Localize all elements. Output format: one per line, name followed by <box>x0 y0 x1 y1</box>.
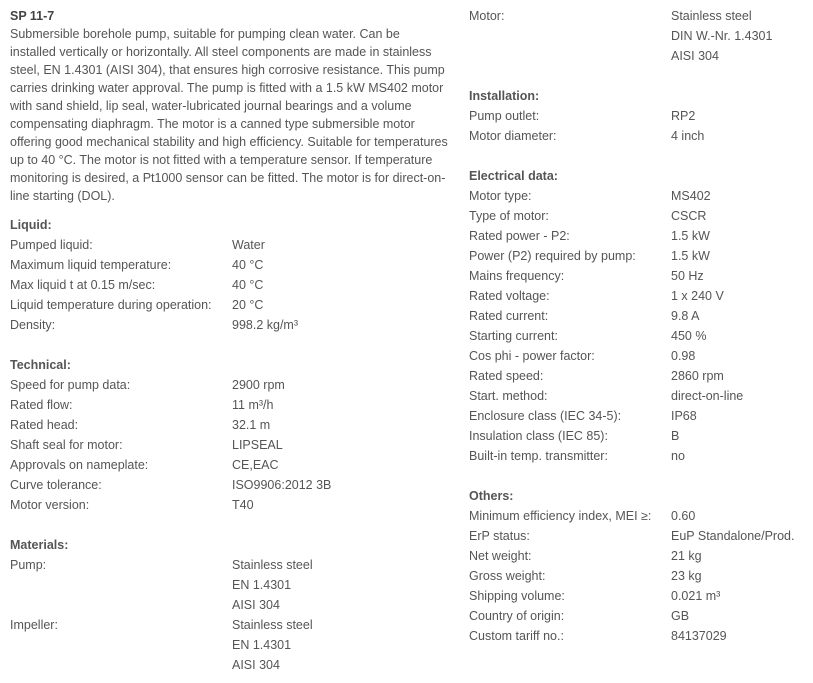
spec-value-line: Stainless steel <box>671 9 752 23</box>
spec-value-line: Stainless steel <box>232 618 313 632</box>
spec-value: ISO9906:2012 3B <box>232 478 332 492</box>
spec-value: 450 % <box>671 329 707 343</box>
product-description: Submersible borehole pump, suitable for pumping clean water. Can be installed vertically or horizontally. All steel components are made in stainless steel, EN 1.4301 (AISI 304), that ensures high corrosive resistance. This pump carries drinking water approval. The pump is fitted with a 1.5 kW MS402 motor with sand shield, lip seal, water-lubricated journal bearings and a volume compensating diaphragm. The motor is a canned type submersible motor offering good mechanical stability and high efficiency. Suitable for temperatures up to 40 °C. The motor is not fitted with a temperature sensor. If temperature monitoring is desired, a Pt1000 sensor can be fitted. The motor is for direct-on-line starting (DOL). <box>10 27 448 203</box>
spec-value: 998.2 kg/m³ <box>232 318 299 332</box>
spec-row <box>10 235 450 255</box>
liquid-section-title: Liquid: <box>10 218 52 232</box>
spec-label: Insulation class (IEC 85): <box>469 429 608 443</box>
spec-row <box>469 306 809 326</box>
spec-value: GB <box>671 609 690 623</box>
spec-value: IP68 <box>671 409 697 423</box>
spec-value: 0.60 <box>671 509 696 523</box>
spec-label: Custom tariff no.: <box>469 629 564 643</box>
spec-row <box>469 546 809 566</box>
spec-value-line: DIN W.-Nr. 1.4301 <box>671 29 773 43</box>
spec-label: Rated voltage: <box>469 289 550 303</box>
spec-value-line: EN 1.4301 <box>232 638 292 652</box>
spec-row <box>469 206 809 226</box>
spec-label: Impeller: <box>10 618 58 632</box>
spec-value: Water <box>232 238 265 252</box>
spec-value: T40 <box>232 498 254 512</box>
spec-value: 2860 rpm <box>671 369 724 383</box>
spec-label: Motor: <box>469 9 505 23</box>
spec-label: Speed for pump data: <box>10 378 131 392</box>
spec-row <box>469 506 809 526</box>
spec-row <box>469 106 809 126</box>
spec-value-line: AISI 304 <box>232 658 280 672</box>
spec-label: Country of origin: <box>469 609 565 623</box>
electrical-table <box>469 186 809 466</box>
spec-label: Pumped liquid: <box>10 238 93 252</box>
spec-label: Max liquid t at 0.15 m/sec: <box>10 278 156 292</box>
spec-label: ErP status: <box>469 529 530 543</box>
spec-row <box>10 255 450 275</box>
spec-label: Starting current: <box>469 329 558 343</box>
installation-table <box>469 106 809 146</box>
spec-row <box>469 326 809 346</box>
spec-value: 20 °C <box>232 298 264 312</box>
spec-value-line: AISI 304 <box>671 49 719 63</box>
spec-value: EuP Standalone/Prod. <box>671 529 795 543</box>
spec-row <box>469 626 809 646</box>
spec-value: 0.021 m³ <box>671 589 721 603</box>
spec-label: Pump outlet: <box>469 109 540 123</box>
spec-value: 84137029 <box>671 629 727 643</box>
left-column <box>10 0 450 675</box>
spec-row <box>10 455 450 475</box>
spec-row <box>469 386 809 406</box>
right-column <box>469 6 809 646</box>
spec-row <box>10 275 450 295</box>
spec-row <box>10 435 450 455</box>
installation-section-title: Installation: <box>469 89 540 103</box>
materials-section-title: Materials: <box>10 538 69 552</box>
spec-value-line: AISI 304 <box>232 598 280 612</box>
spec-label: Rated head: <box>10 418 79 432</box>
spec-value: 40 °C <box>232 258 264 272</box>
product-title: SP 11-7 <box>10 9 55 23</box>
spec-row <box>469 566 809 586</box>
electrical-section-title: Electrical data: <box>469 169 558 183</box>
spec-label: Gross weight: <box>469 569 546 583</box>
spec-label: Type of motor: <box>469 209 549 223</box>
spec-label: Motor version: <box>10 498 90 512</box>
spec-label: Rated current: <box>469 309 549 323</box>
spec-label: Shipping volume: <box>469 589 565 603</box>
spec-label: Enclosure class (IEC 34-5): <box>469 409 622 423</box>
spec-row <box>469 186 809 206</box>
spec-value: LIPSEAL <box>232 438 283 452</box>
spec-row <box>10 295 450 315</box>
material-row-impeller <box>10 615 450 675</box>
spec-value: 50 Hz <box>671 269 704 283</box>
spec-label: Rated flow: <box>10 398 73 412</box>
spec-row <box>469 586 809 606</box>
spec-row <box>469 266 809 286</box>
others-section-title: Others: <box>469 489 514 503</box>
spec-value: 1 x 240 V <box>671 289 724 303</box>
spec-value <box>232 555 313 615</box>
spec-row <box>10 475 450 495</box>
spec-label: Density: <box>10 318 56 332</box>
spec-row <box>469 226 809 246</box>
spec-value <box>232 615 313 675</box>
spec-label: Cos phi - power factor: <box>469 349 595 363</box>
technical-section-title: Technical: <box>10 358 71 372</box>
spec-label: Motor type: <box>469 189 532 203</box>
spec-label: Approvals on nameplate: <box>10 458 149 472</box>
spec-label: Shaft seal for motor: <box>10 438 123 452</box>
spec-value: direct-on-line <box>671 389 744 403</box>
spec-value: 1.5 kW <box>671 229 710 243</box>
spec-label: Net weight: <box>469 549 532 563</box>
spec-value: 23 kg <box>671 569 702 583</box>
spec-label: Rated power - P2: <box>469 229 570 243</box>
spec-value: CSCR <box>671 209 707 223</box>
spec-value-line: Stainless steel <box>232 558 313 572</box>
liquid-table <box>10 235 450 335</box>
spec-row <box>469 346 809 366</box>
spec-label: Pump: <box>10 558 47 572</box>
spec-value <box>671 6 772 66</box>
spec-row <box>10 375 450 395</box>
spec-row <box>469 126 809 146</box>
spec-value: B <box>671 429 680 443</box>
spec-row <box>469 286 809 306</box>
spec-value: MS402 <box>671 189 711 203</box>
spec-label: Curve tolerance: <box>10 478 102 492</box>
spec-value: 32.1 m <box>232 418 271 432</box>
technical-table <box>10 375 450 515</box>
spec-label: Minimum efficiency index, MEI ≥: <box>469 509 652 523</box>
spec-label: Start. method: <box>469 389 548 403</box>
spec-value: CE,EAC <box>232 458 279 472</box>
spec-row <box>10 395 450 415</box>
spec-row <box>469 406 809 426</box>
spec-row <box>469 606 809 626</box>
spec-value: 2900 rpm <box>232 378 285 392</box>
spec-value: no <box>671 449 685 463</box>
spec-row <box>469 246 809 266</box>
spec-value: RP2 <box>671 109 696 123</box>
spec-value: 9.8 A <box>671 309 700 323</box>
spec-label: Power (P2) required by pump: <box>469 249 636 263</box>
material-row-pump <box>10 555 450 615</box>
spec-label: Mains frequency: <box>469 269 565 283</box>
spec-label: Built-in temp. transmitter: <box>469 449 608 463</box>
spec-value: 0.98 <box>671 349 696 363</box>
spec-row <box>10 495 450 515</box>
spec-row <box>469 526 809 546</box>
spec-row <box>469 426 809 446</box>
spec-row <box>10 315 450 335</box>
spec-value: 11 m³/h <box>232 398 274 412</box>
spec-row <box>469 366 809 386</box>
spec-value: 4 inch <box>671 129 705 143</box>
spec-label: Liquid temperature during operation: <box>10 298 212 312</box>
spec-label: Maximum liquid temperature: <box>10 258 172 272</box>
spec-value-line: EN 1.4301 <box>232 578 292 592</box>
spec-label: Motor diameter: <box>469 129 557 143</box>
others-table <box>469 506 809 646</box>
spec-value: 40 °C <box>232 278 264 292</box>
spec-label: Rated speed: <box>469 369 544 383</box>
spec-row <box>10 415 450 435</box>
spec-row <box>469 446 809 466</box>
spec-value: 1.5 kW <box>671 249 710 263</box>
material-row-motor <box>469 6 809 66</box>
spec-value: 21 kg <box>671 549 702 563</box>
